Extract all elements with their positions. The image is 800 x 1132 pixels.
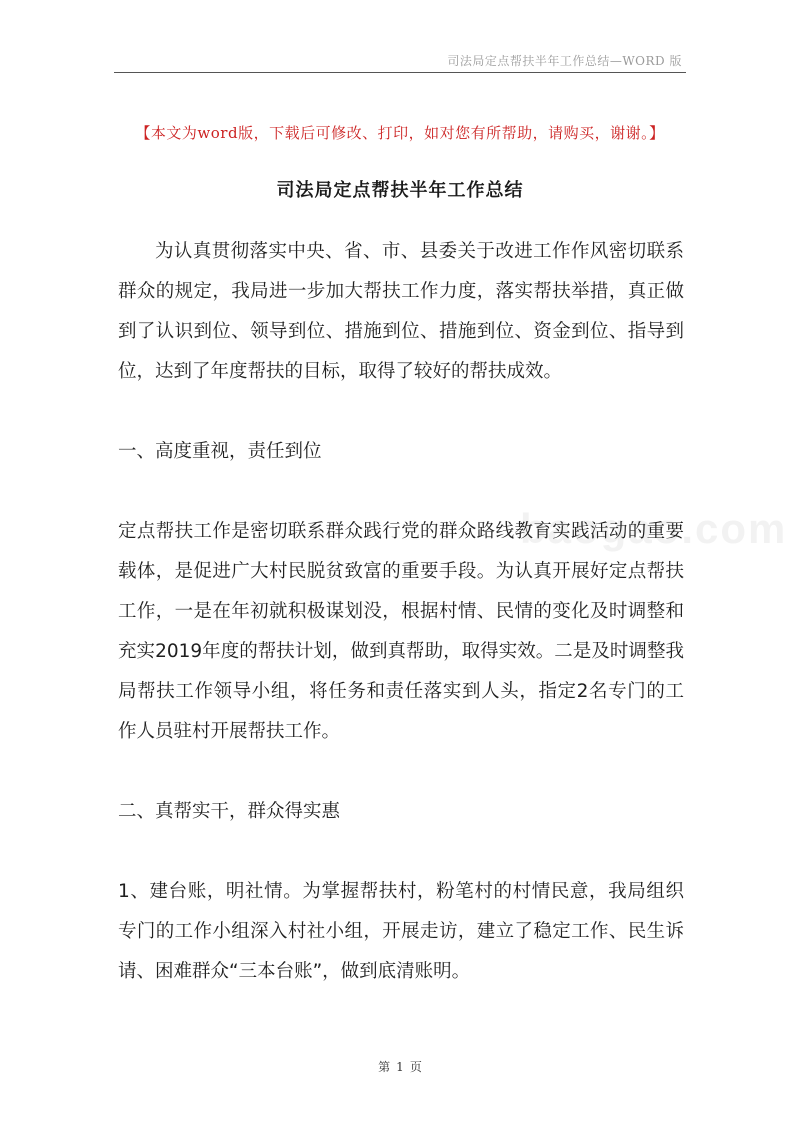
page-prefix: 第 xyxy=(378,1060,391,1074)
document-body xyxy=(118,232,684,992)
section-paragraph-2: 1、建台账，明社情。为掌握帮扶村，粉笔村的村情民意，我局组织专门的工作小组深入村社小组，开展走访，建立了稳定工作、民生诉请、困难群众“三本台账”，做到底清账明。 xyxy=(118,881,684,982)
page-suffix: 页 xyxy=(409,1060,422,1074)
intro-paragraph: 为认真贯彻落实中央、省、市、县委关于改进工作作风密切联系群众的规定，我局进一步加大帮扶工作力度，落实帮扶举措，真正做到了认识到位、领导到位、措施到位、措施到位、资金到位、指导到位，达到了年度帮扶的目标，取得了较好的帮扶成效。 xyxy=(118,241,684,382)
header-divider xyxy=(114,72,686,73)
page-number: 1 xyxy=(396,1060,404,1074)
section-heading-2: 二、真帮实干，群众得实惠 xyxy=(118,801,341,822)
document-title: 司法局定点帮扶半年工作总结 xyxy=(276,180,524,201)
section-paragraph-1: 定点帮扶工作是密切联系群众践行党的群众路线教育实践活动的重要载体，是促进广大村民脱贫致富的重要手段。为认真开展好定点帮扶工作，一是在年初就积极谋划没，根据村情、民情的变化及时调整和充实2019年度的帮扶计划，做到真帮助，取得实效。二是及时调整我局帮扶工作领导小组，将任务和责任落实到人头，指定2名专门的工作人员驻村开展帮扶工作。 xyxy=(118,521,684,742)
running-header: 司法局定点帮扶半年工作总结—WORD 版 xyxy=(447,54,682,68)
page-footer xyxy=(0,1058,800,1075)
watermark: baogao.com xyxy=(520,505,788,552)
purchase-notice: 【本文为word版，下载后可修改、打印，如对您有所帮助，请购买，谢谢。】 xyxy=(135,124,665,142)
section-heading-1: 一、高度重视，责任到位 xyxy=(118,441,322,462)
